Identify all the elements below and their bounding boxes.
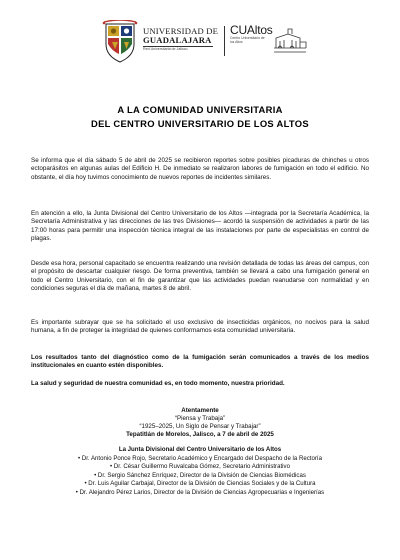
signatory-item: • Dr. Sergio Sánchez Enríquez, Director de la División de Ciencias Biomédicas — [94, 471, 306, 479]
letterhead — [0, 0, 400, 80]
signatory-item: • Dr. César Guillermo Ruvalcaba Gómez, Secretario Administrativo — [110, 463, 290, 470]
signatories-list — [0, 446, 400, 497]
campus-building-icon — [272, 26, 308, 56]
paragraph-incident-report: Se informa que el día sábado 5 de abril de 2025 se recibieron reportes sobre posibles picaduras de chinches u otros ectoparásitos en algunas aulas del Edificio H. De inmediato se realizaron labores de fumigación en todo el edificio. No obstante, el día hoy tuvimos conocimiento de nuevos reportes de incidentes similares. — [31, 157, 369, 181]
paragraph-organic-insecticides: Es importante subrayar que se ha solicitado el uso exclusivo de insecticidas orgánicos, no nocivos para la salud humana, a fin de proteger la integridad de quienes conformamos esta comunidad universitaria. — [31, 319, 369, 335]
document-title-line2: DEL CENTRO UNIVERSITARIO DE LOS ALTOS — [91, 118, 309, 129]
signatory-item: • Dr. Antonio Ponce Rojo, Secretario Académico y Encargado del Despacho de la Rectoría — [78, 454, 322, 462]
campus-name: CUAltos — [230, 23, 273, 37]
header-divider — [224, 26, 225, 56]
closing-place-date: Tepatitlán de Morelos, Jalisco, a 7 de abril de 2025 — [126, 431, 274, 438]
university-name — [143, 26, 219, 52]
campus-tagline: Centro Universitario de los Altos — [230, 36, 265, 44]
paragraph-inspection: Desde esa hora, personal capacitado se encuentra realizando una revisión detallada de todas las áreas del campus, con el propósito de descartar cualquier riesgo. De forma preventiva, también se llevará a cabo una fumigación general en todo el Centro Universitario, con el fin de garantizar que las actividades puedan reanudarse con normalidad y en condiciones seguras el día de mañana, martes 8 de abril. — [31, 260, 369, 293]
university-tagline: Red Universitaria de Jalisco — [143, 47, 188, 51]
signatory-item: • Dr. Luis Aguilar Carbajal, Director de la División de Ciencias Sociales y de la Cultura — [84, 480, 316, 487]
university-crest-icon — [100, 20, 140, 64]
campus-logo — [230, 24, 310, 64]
closing-motto: “Piensa y Trabaja” — [174, 415, 226, 422]
university-name-line2: GUADALAJARA — [143, 35, 212, 45]
paragraph-suspension: En atención a ello, la Junta Divisional del Centro Universitario de los Altos —integrada por la Secretaría Académica, la Secretaría Administrativa y las direcciones de las tres Divisiones— acordó la suspensión de actividades a partir de las 17:00 horas para permitir una inspección técnica integral de las instalaciones por parte de especialistas en control de plagas. — [31, 210, 369, 243]
closing-anniversary: “1925–2025, Un Siglo de Pensar y Trabajar” — [139, 423, 261, 430]
paragraph-priority: La salud y seguridad de nuestra comunidad es, en todo momento, nuestra prioridad. — [31, 380, 285, 387]
university-name-line1: UNIVERSIDAD DE — [143, 26, 219, 36]
document-title-line1: A LA COMUNIDAD UNIVERSITARIA — [117, 104, 283, 115]
paragraph-results: Los resultados tanto del diagnóstico como de la fumigación serán comunicados a través de los medios institucionales en cuanto estén disponibles. — [31, 354, 369, 370]
signatory-item: • Dr. Alejandro Pérez Larios, Director de la División de Ciencias Agropecuarias e Ingenierías — [75, 488, 325, 496]
signatories-heading: La Junta Divisional del Centro Universitario de los Altos — [118, 446, 282, 453]
closing-salutation: Atentamente — [181, 407, 219, 414]
